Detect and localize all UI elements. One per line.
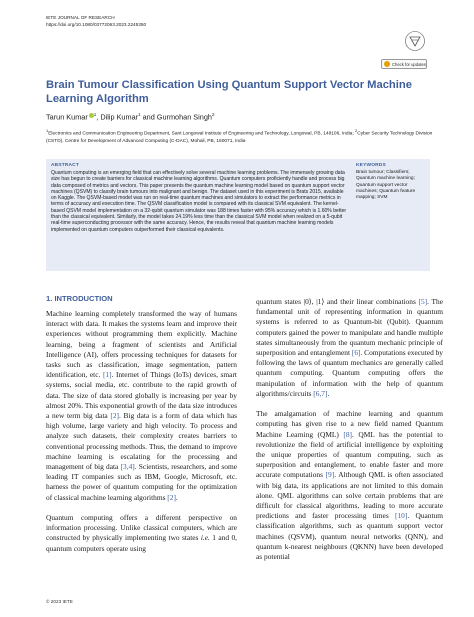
body-column-right [256,297,443,572]
abstract-text: Quantum computing is an emerging field that can effectively solve several machine learning problems. The immensely growing data size has begun to create barriers for classical machine learning algorithms. Quantum computers proficiently handle and process big data composed of metrics and vectors. This paper presents the quantum machine learning model based on quantum support vector machines (QSVM) to classify brain tumours into malignant and benign. The dataset used in this experiment is Brats 2015, available on Kaggle. The QSVM-based model was run on real-time quantum machines and simulators to extract the performance metrics in terms of accuracy and execution time. The QSVM classification model is compared with its classical SVM equivalent. The kernel-based QSVM model implementation on a 32-qubit quantum simulator was 188 times faster with 95% accuracy which is 1.60% better than the classical equivalent. Similarly, the model takes 24.19% less time than the classical SVM model when realized on a 5-qubit real-time superconducting processor with the same accuracy. Hence, the results reveal that quantum machine learning models implemented on quantum computers outperformed their classical equivalents. [51,170,347,233]
affiliations [46,127,438,145]
citation-link[interactable]: [6] [351,348,361,358]
journal-header [46,14,146,28]
body-text: . Scientists, researchers, and some leading IT companies such as IBM, Google, Microsoft, etc. harness the power of quantum computing for the optimization of classical machine learning algorithms [46,462,237,502]
citation-link[interactable]: [8] [343,429,353,439]
citation-link[interactable]: [2] [110,411,119,421]
check-for-updates-label: Check for updates [392,61,426,67]
affiliation-text: Electronics and Communication Engineering Department, Sant Longowal Institute of Engineering and Technology, Longowal, PB, 148106, India; [48,131,355,137]
body-text: . QML has the potential to revolutionize the field of artificial intelligence by exploiting the unique properties of quantum computing, such as superposition and entanglement, to enable faster and more accurate computations [256,429,444,480]
author-affiliation-mark: 1 [93,112,97,117]
body-text: . Quantum classification algorithms, such as quantum support vector machines (QSVM), quantum neural networks (QNN), and quantum k-nearest neighbours (QKNN) have been developed as potential [256,511,443,562]
body-text: quantum states |0⟩, |1⟩ and their linear combinations [256,297,419,306]
citation-link[interactable]: [10] [395,511,408,521]
body-text: . Big data is a form of data which has high volume, large variety and high velocity. To process and analyze such datasets, their complexity creates barriers to conventional processing methods. Thus, the demand to improve machine learning is escalating for the processing and management of big data [46,411,237,472]
body-text: . Internet of Things (IoTs) devices, smart systems, social media, etc. contribute to the rapid growth of data. The size of data stored globally is increasing per year by almost 20%. This exponential growth of the data size introduces a new term big data [46,370,237,421]
affiliation-mark: 2 [355,128,358,133]
citation-link[interactable]: [9] [325,470,335,480]
body-paragraph [46,513,237,554]
check-for-updates-button[interactable] [381,59,427,69]
article-title: Brain Tumour Classification Using Quantum Support Vector Machine Learning Algorithm [46,79,412,105]
citation-link[interactable]: [2] [167,492,176,502]
crossmark-icon [384,61,390,67]
journal-name: IETE JOURNAL OF RESEARCH [46,15,115,20]
citation-link[interactable]: [1] [102,370,112,380]
author-affiliation-mark: 2 [211,112,215,117]
author-name[interactable]: , Dilip Kumar [96,112,139,122]
body-text: Machine learning completely transformed the way of humans interact with data. It makes the systems learn and improve their experiences without programming them explicitly. Machine learning, being a fragment of scientists and Artificial Intelligence (AI), offers processing techniques for datasets for tasks such as classification, image segmentation, pattern identification, etc. [46,309,237,380]
author-list [46,112,215,121]
body-text-italic: i.e. [200,533,210,543]
body-text: . [327,388,330,398]
copyright-notice: © 2023 IETE [46,599,73,604]
body-paragraph [256,297,443,399]
body-text: The amalgamation of machine learning and quantum computing has given rise to a new field named Quantum Machine Learning (QML) [256,409,443,439]
body-text: 1 and 0, quantum computers operate using [46,533,238,553]
keywords-heading: KEYWORDS [356,163,386,168]
body-text: Quantum computing offers a different perspective on information processing. Unlike classical computers, which are constructed by physically implementing two states [46,513,237,543]
citation-link[interactable]: [6,7] [313,388,328,398]
abstract-heading: ABSTRACT [51,163,79,168]
body-text: . The fundamental unit of representing information in quantum systems is referred to as Quantum-bit (Qubit). Quantum computers gained the power to manipulate and handle multiple states simultaneously from the quantum mechanic principle of superposition and entanglement [256,297,444,358]
body-text: . Computations executed by following the laws of quantum mechanics are generally called quantum computing. Quantum computing offers the manipulation of information with the help of quantum algorithms/circuits [256,348,443,398]
body-column-left [46,309,237,564]
citation-link[interactable]: [5] [418,297,428,306]
author-affiliation-mark: 1 [138,112,141,117]
body-paragraph [46,309,237,503]
body-text: . Although QML is often associated with big data, its applications are not limited to this domain alone. QML algorithms can solve certain problems that are difficult for classical algorithms, leading to more accurate predictions and faster processing times [256,470,443,521]
affiliation-mark: 1 [46,128,49,133]
abstract-panel [46,159,430,271]
body-paragraph [256,409,443,562]
affiliation-text: Cyber Security Technology Division (CSTD), Centre for Development of Advanced Computing (C-DAC), Mohali, PB, 160071, India [46,131,433,144]
section-heading: 1. INTRODUCTION [46,294,113,303]
body-text: . [175,492,178,502]
doi-link[interactable]: https://doi.org/10.1080/03772063.2023.2245350 [46,22,147,27]
taylor-francis-logo [404,31,426,56]
author-name[interactable]: Tarun Kumar [46,112,88,122]
author-name[interactable]: and Gurmohan Singh [140,112,212,122]
citation-link[interactable]: [3,4] [120,462,135,472]
keywords-text: Brain tumour; Classifiers; Quantum machine learning; Quantum support vector machines; Quantum feature mapping; SVM [356,170,416,201]
